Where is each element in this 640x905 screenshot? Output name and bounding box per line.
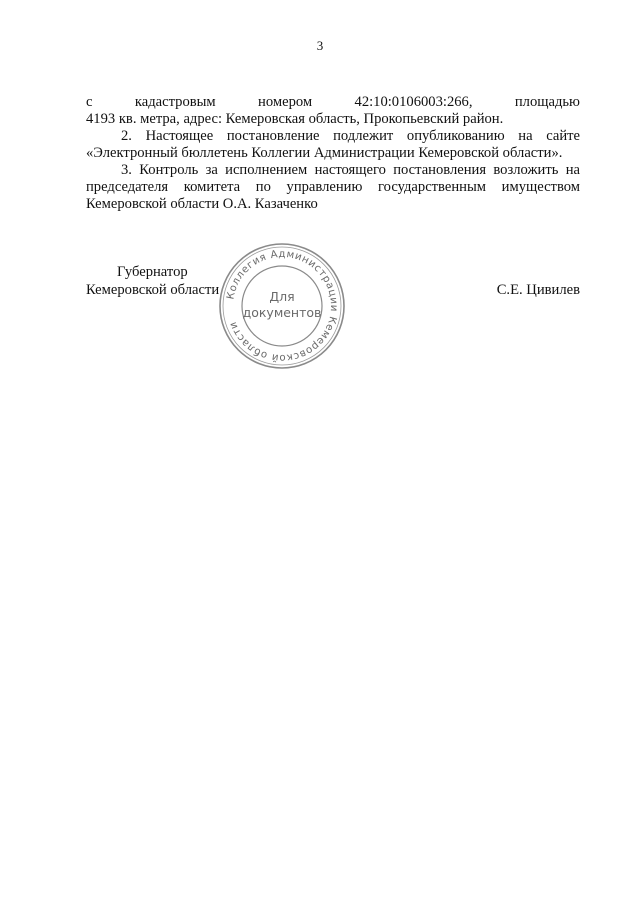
- paragraph-2: 2. Настоящее постановление подлежит опубликованию на сайте «Электронный бюллетень Коллегии Администрации Кемеровской области».: [86, 128, 580, 161]
- signature-title-line-2: Кемеровской области: [86, 282, 220, 298]
- official-stamp: [217, 241, 347, 371]
- stamp-seal-graphic: [217, 241, 347, 371]
- paragraph-1-line-1: [86, 94, 580, 111]
- stamp-center-line-1: Для: [269, 289, 295, 304]
- paragraph-3: 3. Контроль за исполнением настоящего постановления возложить на председателя комитета по управлению государственным имуществом Кемеровской области О.А. Казаченко: [86, 162, 580, 212]
- page-number: 3: [316, 38, 324, 53]
- document-body: [86, 94, 580, 213]
- word: 42:10:0106003:266,: [354, 94, 473, 110]
- word: кадастровым: [134, 94, 216, 110]
- signature-title-line-1: Губернатор: [117, 264, 188, 280]
- signatory-name: С.Е. Цивилев: [496, 282, 580, 298]
- paragraph-1-line-2: 4193 кв. метра, адрес: Кемеровская область, Прокопьевский район.: [86, 111, 504, 127]
- word: с: [86, 94, 93, 110]
- word: площадью: [514, 94, 580, 110]
- stamp-ring-text: Коллегия Администрации Кемеровской области: [225, 248, 340, 364]
- stamp-center-line-2: документов: [242, 305, 322, 320]
- word: номером: [258, 94, 313, 110]
